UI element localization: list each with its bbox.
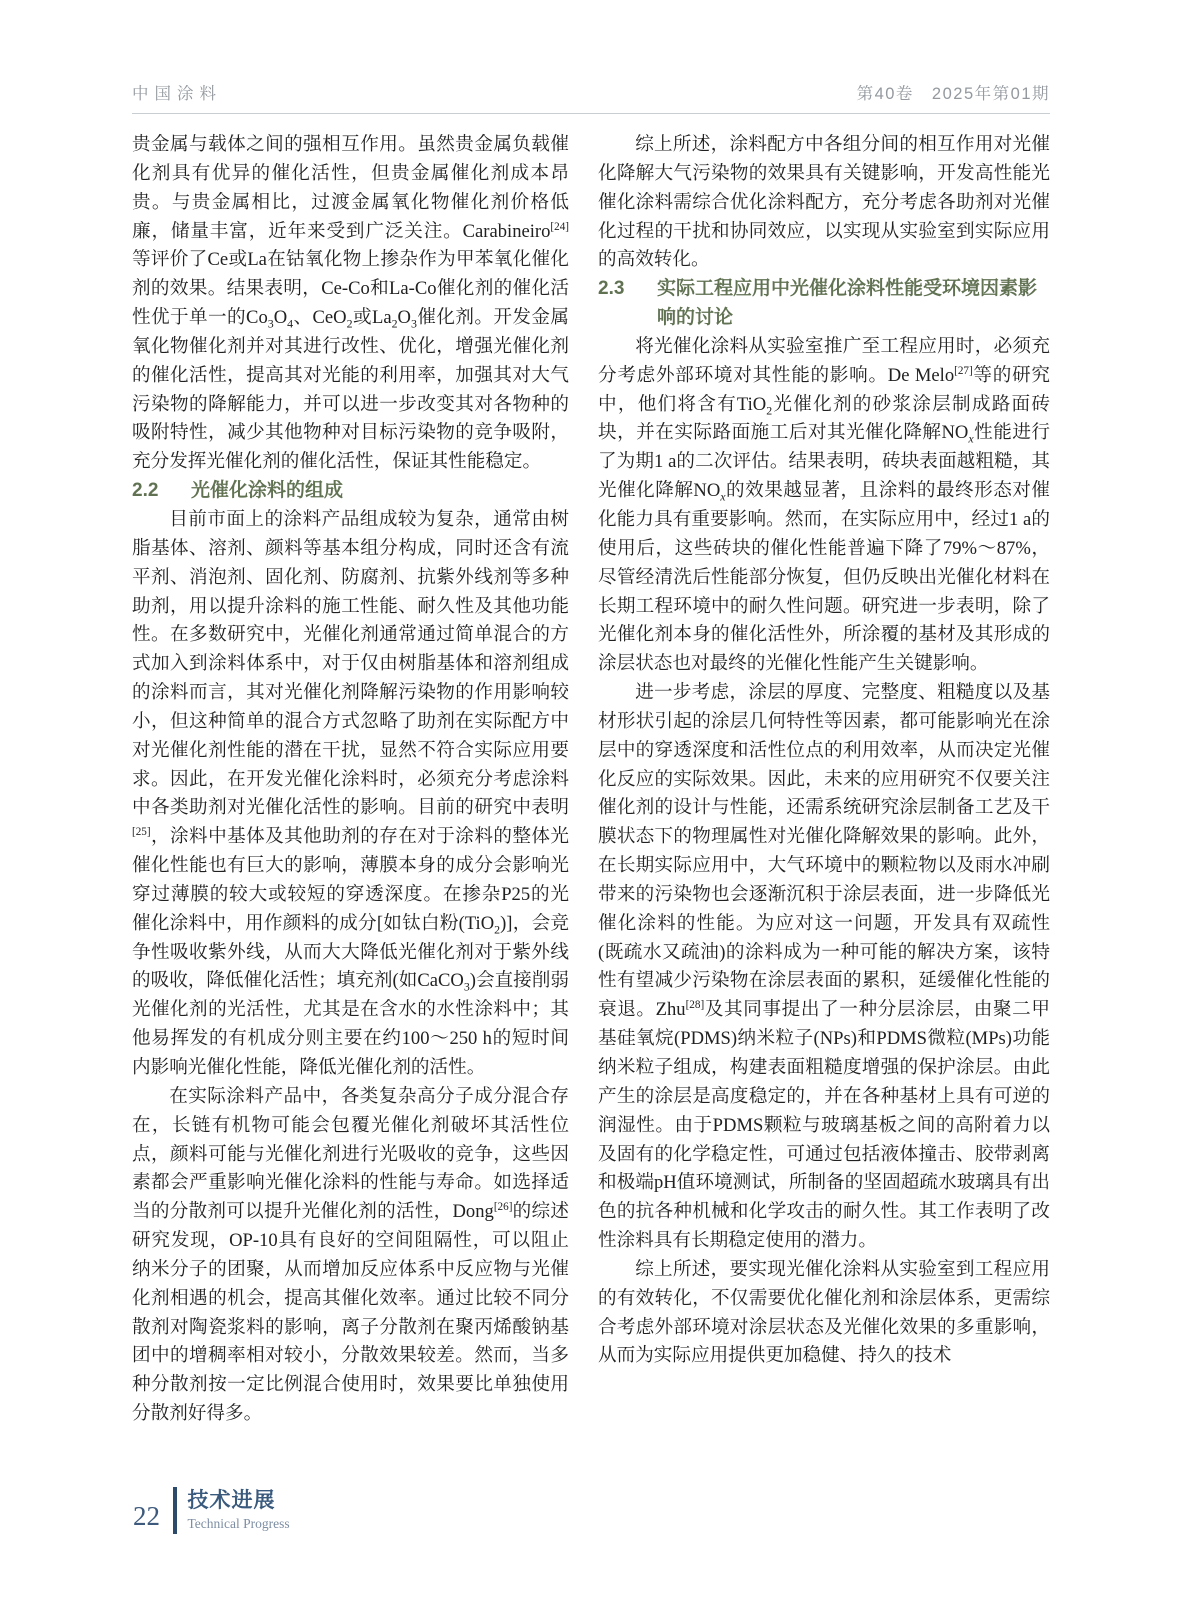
journal-name: 中国涂料 xyxy=(132,85,222,103)
body-paragraph: 贵金属与载体之间的强相互作用。虽然贵金属负载催化剂具有优异的催化活性，但贵金属催化剂成本昂贵。与贵金属相比，过渡金属氧化物催化剂价格低廉，储量丰富，近年来受到广泛关注。Carabineiro[24]等评价了Ce或La在钴氧化物上掺杂作为甲苯氧化催化剂的效果。结果表明，Ce-Co和La-Co催化剂的催化活性优于单一的$Co_3O_4$、CeO$_2$或$La_2O_3$催化剂。开发金属氧化物催化剂并对其进行改性、优化，增强光催化剂的催化活性，提高其对光能的利用率，加强其对大气污染物的降解能力，并可以进一步改变其对各物种的吸附特性，减少其他物种对目标污染物的竞争吸附，充分发挥光催化剂的催化活性，保证其性能稳定。 xyxy=(132,134,569,473)
footer-section-name-en: Technical Progress xyxy=(187,1516,290,1532)
body-paragraph: 进一步考虑，涂层的厚度、完整度、粗糙度以及基材形状引起的涂层几何特性等因素，都可能影响光在涂层中的穿透深度和活性位点的利用效率，从而决定光催化反应的实际效果。因此，未来的应用研究不仅要关注催化剂的设计与性能，还需系统研究涂层制备工艺及干膜状态下的物理属性对光催化降解效果的影响。此外，在长期实际应用中，大气环境中的颗粒物以及雨水冲刷带来的污染物也会逐渐沉积于涂层表面，进一步降低光催化涂料的性能。为应对这一问题，开发具有双疏性(既疏水又疏油)的涂料成为一种可能的解决方案，该特性有望减少污染物在涂层表面的累积，延缓催化性能的衰退。Zhu[28]及其同事提出了一种分层涂层，由聚二甲基硅氧烷(PDMS)纳米粒子(NPs)和PDMS微粒(MPs)功能纳米粒子组成，构建表面粗糙度增强的保护涂层。由此产生的涂层是高度稳定的，并在各种基材上具有可逆的润湿性。由于PDMS颗粒与玻璃基板之间的高附着力以及固有的化学稳定性，可通过包括液体撞击、胶带剥离和极端pH值环境测试，所制备的坚固超疏水玻璃具有出色的抗各种机械和化学攻击的耐久性。其工作表明了改性涂料具有长期稳定使用的潜力。 xyxy=(598,682,1050,1252)
section-number: 2.2 xyxy=(132,480,159,502)
page-footer xyxy=(133,1487,290,1534)
body-paragraph: 将光催化涂料从实验室推广至工程应用时，必须充分考虑外部环境对其性能的影响。De Melo[27]等的研究中，他们将含有TiO$_2$光催化剂的砂浆涂层制成路面砖块，并在实际路面施工后对其光催化降解$NO_x$性能进行了为期1 a的二次评估。结果表明，砖块表面越粗糙，其光催化降解$NO_x$的效果越显著，且涂料的最终形态对催化能力具有重要影响。然而，在实际应用中，经过1 a的使用后，这些砖块的催化性能普遍下降了79%～87%，尽管经清洗后性能部分恢复，但仍反映出光催化材料在长期工程环境中的耐久性问题。研究进一步表明，除了光催化剂本身的催化活性外，所涂覆的基材及其形成的涂层状态也对最终的光催化性能产生关键影响。 xyxy=(598,335,1050,675)
body-paragraph: 综上所述，涂料配方中各组分间的相互作用对光催化降解大气污染物的效果具有关键影响，开发高性能光催化涂料需综合优化涂料配方，充分考虑各助剂对光催化过程的干扰和协同效应，以实现从实验室到实际应用的高效转化。 xyxy=(598,134,1050,271)
left-column xyxy=(132,131,569,1429)
body-paragraph: 在实际涂料产品中，各类复杂高分子成分混合存在，长链有机物可能会包覆光催化剂破坏其活性位点，颜料可能与光催化剂进行光吸收的竞争，这些因素都会严重影响光催化涂料的性能与寿命。如选择适当的分散剂可以提升光催化剂的活性，Dong[26]的综述研究发现，OP-10具有良好的空间阻隔性，可以阻止纳米分子的团聚，从而增加反应体系中反应物与光催化剂相遇的机会，提高其催化效率。通过比较不同分散剂对陶瓷浆料的影响，离子分散剂在聚丙烯酸钠基团中的增稠率相对较小，分散效果较差。然而，当多种分散剂按一定比例混合使用时，效果要比单独使用分散剂好得多。 xyxy=(132,1085,569,1425)
section-title: 实际工程应用中光催化涂料性能受环境因素影响的讨论 xyxy=(657,278,1038,329)
issue-info: 第40卷 2025年第01期 xyxy=(856,85,1050,103)
footer-section-titles xyxy=(188,1489,290,1532)
body-paragraph: 综上所述，要实现光催化涂料从实验室到工程应用的有效转化，不仅需要优化催化剂和涂层体系，更需综合考虑外部环境对涂层状态及光催化效果的多重影响，从而为实际应用提供更加稳健、持久的技术 xyxy=(598,1258,1050,1367)
body-columns xyxy=(132,131,1050,1429)
footer-divider-bar xyxy=(173,1487,177,1534)
section-title: 光催化涂料的组成 xyxy=(191,480,344,502)
footer-section-name-cn: 技术进展 xyxy=(187,1488,276,1512)
running-header xyxy=(132,80,1050,114)
right-column xyxy=(598,131,1050,1429)
body-paragraph: 目前市面上的涂料产品组成较为复杂，通常由树脂基体、溶剂、颜料等基本组分构成，同时还含有流平剂、消泡剂、固化剂、防腐剂、抗紫外线剂等多种助剂，用以提升涂料的施工性能、耐久性及其他功能性。在多数研究中，光催化剂通常通过简单混合的方式加入到涂料体系中，对于仅由树脂基体和溶剂组成的涂料而言，其对光催化剂降解污染物的作用影响较小，但这种简单的混合方式忽略了助剂在实际配方中对光催化剂性能的潜在干扰，显然不符合实际应用要求。因此，在开发光催化涂料时，必须充分考虑涂料中各类助剂对光催化活性的影响。目前的研究中表明[25]，涂料中基体及其他助剂的存在对于涂料的整体光催化性能也有巨大的影响，薄膜本身的成分会影响光穿过薄膜的较大或较短的穿透深度。在掺杂P25的光催化涂料中，用作颜料的成分[如钛白粉(TiO$_2$)]，会竞争性吸收紫外线，从而大大降低光催化剂对于紫外线的吸收，降低催化活性；填充剂(如CaCO$_3$)会直接削弱光催化剂的光活性，尤其是在含水的水性涂料中；其他易挥发的有机成分则主要在约100～250 h的短时间内影响光催化性能，降低光催化剂的活性。 xyxy=(132,508,570,1078)
section-heading-2-2 xyxy=(132,477,569,506)
section-number: 2.3 xyxy=(598,278,625,300)
section-heading-2-3 xyxy=(598,275,1050,333)
page-number: 22 xyxy=(133,1501,160,1531)
